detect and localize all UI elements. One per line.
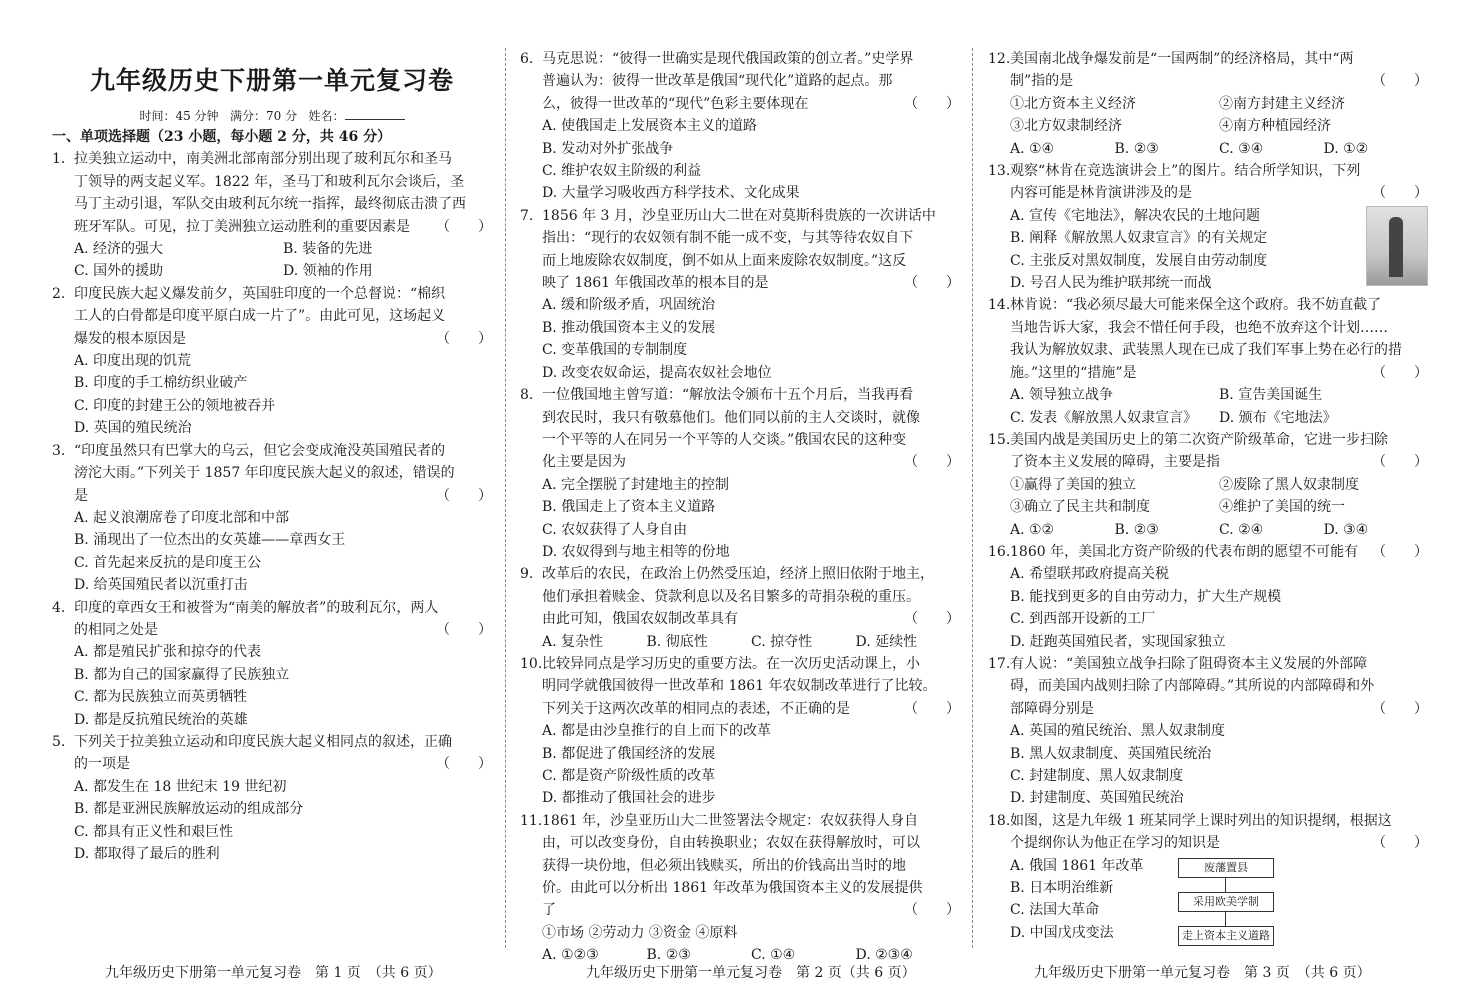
page-title: 九年级历史下册第一单元复习卷 [89, 66, 454, 95]
option-b[interactable]: B. 发动对外扩张战争 [542, 140, 674, 157]
question-4: 4. 印度的章西女王和被誉为“南美的解放者”的玻利瓦尔，两人 的相同之处是 （ ） [52, 597, 492, 642]
answer-bracket[interactable]: （ ） [1372, 364, 1428, 381]
statement-item: ④维护了美国的统一 [1219, 499, 1345, 516]
page-1-column [52, 44, 492, 865]
option-d[interactable]: D. 都推动了俄国社会的进步 [542, 790, 716, 807]
option-a[interactable]: A. 复杂性 [542, 633, 604, 650]
question-8: 8. 一位俄国地主曾写道：“解放法令颁布十五个月后，当我再看 到农民时，我只有敬慕他们。他们同以前的主人交谈时，就像 一个平等的人在同另一个平等的人交谈。”俄国农民的这种变 化主要是因为 （ ） [520, 384, 960, 474]
question-12: 12. 美国南北战争爆发前是“一国两制”的经济格局，其中“两 制”指的是 （ ） [988, 48, 1428, 93]
option-a[interactable]: A. 希望联邦政府提高关税 [1010, 566, 1170, 583]
column-divider [972, 48, 973, 948]
statement-item: ①北方资本主义经济 [1010, 95, 1136, 112]
option-a[interactable]: A. 起义浪潮席卷了印度北部和中部 [74, 509, 290, 526]
question-9: 9. 改革后的农民，在政治上仍然受压迫，经济上照旧依附于地主， 他们承担着赎金、贷款利息以及名目繁多的苛捐杂税的重压。 由此可知，俄国农奴制改革具有 （ ） [520, 563, 960, 630]
question-number: 14. [988, 297, 1011, 314]
option-c[interactable]: C. 维护农奴主阶级的利益 [542, 163, 702, 180]
question-number: 2. [52, 285, 66, 302]
option-c[interactable]: C. 掠夺性 [751, 633, 813, 650]
option-c[interactable]: C. 印度的封建王公的领地被吞并 [74, 397, 276, 414]
question-3: 3. “印度虽然只有巴掌大的乌云，但它会变成淹没英国殖民者的 滂沱大雨。”下列关于 1857 年印度民族大起义的叙述，错误的 是 （ ） [52, 440, 492, 507]
answer-bracket[interactable]: （ ） [436, 487, 492, 504]
option-c[interactable]: C. 主张反对黑奴制度，发展自由劳动制度 [1010, 252, 1268, 269]
option-a[interactable]: A. 都发生在 18 世纪末 19 世纪初 [74, 778, 287, 795]
option-c[interactable]: C. 都是资产阶级性质的改革 [542, 768, 716, 784]
option-b[interactable]: B. 印度的手工棉纺织业破产 [74, 375, 248, 392]
statement-item: ②废除了黑人奴隶制度 [1219, 476, 1359, 493]
option-a[interactable]: A. 完全摆脱了封建地主的控制 [542, 476, 730, 493]
question-10: 10. 比较异同点是学习历史的重要方法。在一次历史活动课上，小 明同学就俄国彼得一世改革和 1861 年农奴制改革进行了比较。 下列关于这两次改革的相同点的表述，不正确的是 （ ） [520, 653, 960, 720]
option-c[interactable]: C. 到西部开设新的工厂 [1010, 611, 1156, 628]
question-11: 11. 1861 年，沙皇亚历山大二世签署法令规定：农奴获得人身自 由，可以改变身份，自由转换职业；农奴在获得解放时，可以 获得一块份地，但必须出钱赎买，所出的价钱高出当时的地 价。由此可以分析出 1861 年改革为俄国资本主义的发展提供 了 （ ） [520, 810, 960, 922]
option-d[interactable]: D. ①② [1323, 140, 1369, 157]
option-a[interactable]: A. 都是殖民扩张和掠夺的代表 [74, 644, 262, 661]
question-18-block [988, 810, 1428, 944]
answer-bracket[interactable]: （ ） [1372, 454, 1428, 471]
outline-box: 采用欧美学制 [1178, 892, 1274, 912]
exam-score: 满分：70 分 [229, 109, 298, 123]
question-7: 7. 1856 年 3 月，沙皇亚历山大二世在对莫斯科贵族的一次讲话中 指出：“现行的农奴领有制不能一成不变，与其等待农奴自下 而上地废除农奴制度，倒不如从上面来废除农奴制度。”这反 映了 1861 年俄国改革的根本目的是 （ ） [520, 205, 960, 295]
option-a[interactable]: A. 英国的殖民统治、黑人奴隶制度 [1010, 723, 1226, 740]
answer-bracket[interactable]: （ ） [904, 611, 960, 628]
option-b[interactable]: B. 黑人奴隶制度、英国殖民统治 [1010, 745, 1212, 762]
option-c[interactable]: C. ③④ [1219, 140, 1264, 157]
answer-bracket[interactable]: （ ） [1372, 543, 1428, 560]
option-d[interactable]: D. ③④ [1323, 521, 1369, 538]
question-number: 16. [988, 543, 1011, 560]
column-divider [505, 48, 506, 948]
answer-bracket[interactable]: （ ） [904, 700, 960, 717]
option-d[interactable]: D. ②③④ [855, 947, 913, 964]
answer-bracket[interactable]: （ ） [436, 756, 492, 773]
exam-meta [52, 106, 492, 126]
answer-bracket[interactable]: （ ） [904, 275, 960, 292]
option-b[interactable]: B. 涌现出了一位杰出的女英雄——章西女王 [74, 532, 346, 549]
option-a[interactable]: A. 使俄国走上发展资本主义的道路 [542, 118, 758, 135]
option-d[interactable]: D. 给英国殖民者以沉重打击 [74, 577, 248, 594]
answer-bracket[interactable]: （ ） [904, 454, 960, 471]
option-a[interactable]: A. 印度出现的饥荒 [74, 353, 192, 370]
question-number: 1. [52, 151, 66, 168]
outline-box: 废藩置县 [1178, 858, 1274, 878]
option-b[interactable]: B. ②③ [1114, 140, 1159, 157]
page-3-column [988, 48, 1428, 944]
option-c[interactable]: C. 国外的援助 [74, 263, 164, 280]
question-15: 15. 美国内战是美国历史上的第二次资产阶级革命，它进一步扫除 了资本主义发展的障碍，主要是指 （ ） [988, 429, 1428, 474]
page-footer-2: 九年级历史下册第一单元复习卷 第 2 页（共 6 页） [586, 965, 916, 981]
question-number: 5. [52, 733, 66, 750]
question-2: 2. 印度民族大起义爆发前夕，英国驻印度的一个总督说：“棉织 工人的白骨都是印度平原白成一片了”。由此可见，这场起义 爆发的根本原因是 （ ） [52, 283, 492, 350]
option-d[interactable]: D. 赶跑英国殖民者，实现国家独立 [1010, 633, 1226, 650]
question-18: 18. 如图，这是九年级 1 班某同学上课时列出的知识提纲，根据这 个提纲你认为他正在学习的知识是 （ ） [988, 810, 1428, 855]
question-13-block [988, 160, 1428, 294]
option-c[interactable]: C. ①④ [751, 947, 796, 964]
option-a[interactable]: A. 经济的强大 [74, 241, 164, 258]
question-number: 18. [988, 812, 1011, 829]
answer-bracket[interactable]: （ ） [1372, 700, 1428, 717]
option-b[interactable]: B. 彻底性 [646, 633, 708, 650]
statement-item: ④南方种植园经济 [1219, 118, 1331, 135]
name-blank[interactable] [345, 107, 405, 120]
answer-bracket[interactable]: （ ） [436, 621, 492, 638]
option-c[interactable]: C. 发表《解放黑人奴隶宣言》 [1010, 409, 1198, 426]
option-a[interactable]: A. 都是由沙皇推行的自上而下的改革 [542, 723, 772, 740]
question-number: 8. [520, 387, 534, 404]
option-d[interactable]: D. 英国的殖民统治 [74, 420, 192, 437]
option-d[interactable]: D. 中国戊戌变法 [1010, 924, 1114, 941]
answer-bracket[interactable]: （ ） [436, 218, 492, 235]
option-d[interactable]: D. 领袖的作用 [283, 263, 373, 280]
option-b[interactable]: B. 都是亚洲民族解放运动的组成部分 [74, 801, 304, 818]
option-b[interactable]: B. 能找到更多的自由劳动力，扩大生产规模 [1010, 588, 1282, 605]
option-a[interactable]: A. 领导独立战争 [1010, 387, 1114, 404]
exam-time: 时间：45 分钟 [139, 109, 219, 123]
option-b[interactable]: B. ②③ [646, 947, 691, 964]
question-number: 10. [520, 655, 543, 672]
question-number: 11. [520, 812, 543, 829]
option-c[interactable]: C. 都具有正义性和艰巨性 [74, 823, 234, 840]
question-number: 17. [988, 655, 1011, 672]
question-6: 6. 马克思说：“彼得一世确实是现代俄国政策的创立者。”史学界 普遍认为：彼得一世改革是俄国“现代化”道路的起点。那 么，彼得一世改革的“现代”色彩主要体现在 （ ） [520, 48, 960, 115]
option-d[interactable]: D. 改变农奴命运，提高农奴社会地位 [542, 364, 772, 381]
option-b[interactable]: B. 都为自己的国家赢得了民族独立 [74, 666, 290, 683]
statement-item: ②南方封建主义经济 [1219, 95, 1345, 112]
option-c[interactable]: C. ②④ [1219, 521, 1264, 538]
outline-connector [1225, 878, 1226, 892]
question-number: 9. [520, 566, 534, 583]
option-a[interactable]: A. 缓和阶级矛盾，巩固统治 [542, 297, 716, 314]
option-b[interactable]: B. ②③ [1114, 521, 1159, 538]
option-b[interactable]: B. 阐释《解放黑人奴隶宣言》的有关规定 [1010, 230, 1268, 247]
option-d[interactable]: D. 颁布《宅地法》 [1219, 409, 1337, 426]
question-11-items: ①市场 ②劳动力 ③资金 ④原料 [542, 924, 738, 941]
knowledge-outline-diagram [1178, 858, 1274, 952]
question-13: 13. 观察“林肯在竞选演讲会上”的图片。结合所学知识，下列 内容可能是林肯演讲涉及的是 （ ） [988, 160, 1428, 205]
answer-bracket[interactable]: （ ） [1372, 73, 1428, 90]
option-b[interactable]: B. 都促进了俄国经济的发展 [542, 745, 716, 762]
answer-bracket[interactable]: （ ） [1372, 835, 1428, 852]
page-footer-1: 九年级历史下册第一单元复习卷 第 1 页 （共 6 页） [105, 965, 442, 981]
option-b[interactable]: B. 宣告美国诞生 [1219, 387, 1323, 404]
answer-bracket[interactable]: （ ） [1372, 185, 1428, 202]
option-b[interactable]: B. 推动俄国资本主义的发展 [542, 319, 716, 336]
question-number: 12. [988, 51, 1011, 67]
section-heading: 一、单项选择题（23 小题，每小题 2 分，共 46 分） [52, 129, 392, 145]
option-c[interactable]: C. 法国大革命 [1010, 902, 1100, 919]
option-d[interactable]: D. 农奴得到与地主相等的份地 [542, 543, 730, 560]
option-c[interactable]: C. 封建制度、黑人奴隶制度 [1010, 768, 1184, 784]
option-d[interactable]: D. 都是反抗殖民统治的英雄 [74, 711, 248, 728]
statement-item: ①赢得了美国的独立 [1010, 476, 1136, 493]
lincoln-speech-photo [1366, 206, 1428, 286]
option-b[interactable]: B. 装备的先进 [283, 241, 373, 258]
question-17: 17. 有人说：“美国独立战争扫除了阻碍资本主义发展的外部障 碍，而美国内战则扫除了内部障碍。”其所说的内部障碍和外 部障碍分别是 （ ） [988, 653, 1428, 720]
option-d[interactable]: D. 大量学习吸收西方科学技术、文化成果 [542, 185, 800, 202]
page-footer-3: 九年级历史下册第一单元复习卷 第 3 页 （共 6 页） [1034, 965, 1371, 981]
statement-item: ③确立了民主共和制度 [1010, 499, 1150, 516]
question-number: 15. [988, 431, 1011, 448]
option-b[interactable]: B. 日本明治维新 [1010, 880, 1114, 897]
question-number: 3. [52, 442, 66, 459]
statement-item: ③北方奴隶制经济 [1010, 118, 1122, 135]
option-a[interactable]: A. ①② [1010, 521, 1055, 538]
option-d[interactable]: D. 延续性 [855, 633, 918, 650]
question-5: 5. 下列关于拉美独立运动和印度民族大起义相同点的叙述，正确 的一项是 （ ） [52, 731, 492, 776]
question-number: 6. [520, 51, 534, 67]
option-c[interactable]: C. 变革俄国的专制制度 [542, 342, 688, 359]
exam-name-label: 姓名： [308, 109, 345, 123]
option-a[interactable]: A. 宣传《宅地法》，解决农民的土地问题 [1010, 207, 1261, 224]
outline-connector [1225, 912, 1226, 926]
option-d[interactable]: D. 都取得了最后的胜利 [74, 846, 220, 862]
option-a[interactable]: A. ①②③ [542, 947, 599, 964]
option-d[interactable]: D. 封建制度、英国殖民统治 [1010, 790, 1184, 807]
page-2-column [520, 48, 960, 967]
lincoln-figure [1389, 217, 1403, 277]
question-number: 7. [520, 207, 534, 224]
answer-bracket[interactable]: （ ） [904, 902, 960, 919]
question-number: 13. [988, 163, 1011, 180]
question-1: 1. 拉美独立运动中，南美洲北部南部分别出现了玻利瓦尔和圣马 丁领导的两支起义军。1822 年，圣马丁和玻利瓦尔会谈后，圣 马丁主动引退，军队交由玻利瓦尔统一指挥，最终彻底击溃了西 班牙军队。可见，拉丁美洲独立运动胜利的重要因素是 （ ） [52, 148, 492, 238]
answer-bracket[interactable]: （ ） [436, 330, 492, 347]
outline-box: 走上资本主义道路 [1178, 926, 1274, 946]
answer-bracket[interactable]: （ ） [904, 95, 960, 112]
option-d[interactable]: D. 号召人民为维护联邦统一而战 [1010, 275, 1212, 292]
option-a[interactable]: A. ①④ [1010, 140, 1055, 157]
option-c[interactable]: C. 首先起来反抗的是印度王公 [74, 554, 262, 571]
option-b[interactable]: B. 俄国走上了资本主义道路 [542, 499, 716, 516]
question-16: 16. 1860 年，美国北方资产阶级的代表布朗的愿望不可能有 （ ） [988, 541, 1428, 563]
option-a[interactable]: A. 俄国 1861 年改革 [1010, 857, 1144, 874]
option-c[interactable]: C. 都为民族独立而英勇牺牲 [74, 689, 248, 706]
question-14: 14. 林肯说：“我必须尽最大可能来保全这个政府。我不妨直截了 当地告诉大家，我会不惜任何手段，也绝不放弃这个计划…… 我认为解放奴隶、武装黑人现在已成了我们军事上势在必行的措 施。”这里的“措施”是 （ ） [988, 294, 1428, 384]
option-c[interactable]: C. 农奴获得了人身自由 [542, 521, 688, 538]
question-number: 4. [52, 599, 66, 616]
